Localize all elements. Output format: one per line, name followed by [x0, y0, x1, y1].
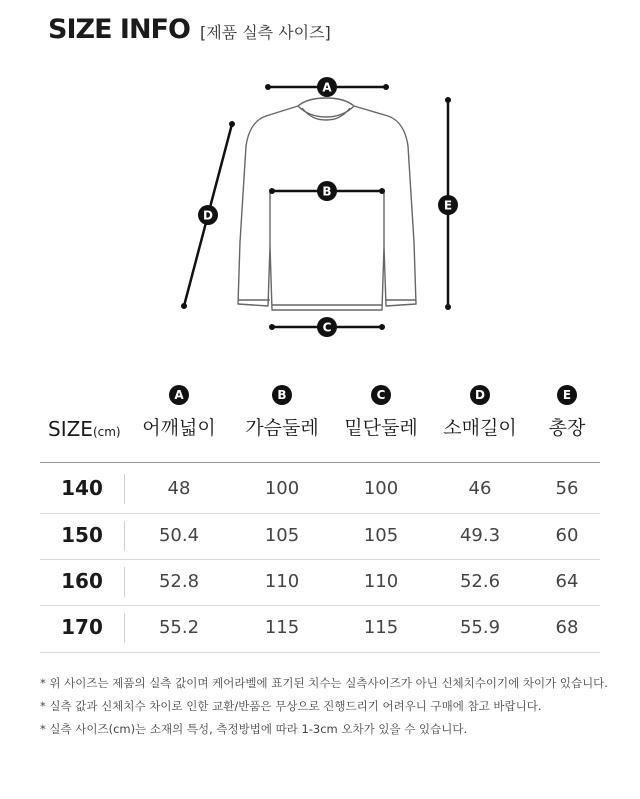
- row-size: 160: [61, 569, 103, 593]
- badge-a: A: [169, 385, 189, 405]
- row-size: 170: [61, 615, 103, 639]
- row-size: 140: [61, 476, 103, 500]
- table-row: 140 48 100 100 46 56: [40, 466, 600, 512]
- badge-e: E: [557, 385, 577, 405]
- note-line: * 실측 값과 신체치수 차이로 인한 교환/반품은 무상으로 진행드리기 어려우니 구매에 참고 바랍니다.: [40, 699, 542, 713]
- table-row: 170 55.2 115 115 55.9 68: [40, 605, 600, 651]
- badge-b: B: [272, 385, 292, 405]
- label-b: B: [322, 184, 332, 199]
- column-header-shoulder: A 어깨넓이: [124, 385, 234, 440]
- label-c: C: [322, 320, 332, 335]
- table-header: [0, 385, 640, 465]
- measure-line-e: [438, 97, 458, 310]
- table-row: 160 52.8 110 110 52.6 64: [40, 559, 600, 605]
- header: [48, 14, 331, 45]
- sweatshirt-outline: [238, 98, 416, 310]
- row-divider: [40, 652, 600, 653]
- measure-line-c: [269, 317, 385, 337]
- note-line: * 위 사이즈는 제품의 실측 값이며 케어라벨에 표기된 치수는 실측사이즈가 아닌 신체치수이기에 차이가 있습니다.: [40, 676, 608, 690]
- size-column-header: SIZE(cm): [48, 417, 121, 441]
- size-notes: [40, 672, 608, 741]
- measure-line-d: [181, 121, 235, 309]
- column-header-hem: C 밑단둘레: [326, 385, 436, 440]
- garment-diagram: [0, 60, 640, 350]
- column-header-chest: B 가슴둘레: [227, 385, 337, 440]
- column-header-length: E 총장: [512, 385, 622, 440]
- table-top-rule: [40, 462, 600, 463]
- page-subtitle: [제품 실측 사이즈]: [199, 23, 331, 42]
- note-line: * 실측 사이즈(cm)는 소재의 특성, 측정방법에 따라 1-3cm 오차가 있을 수 있습니다.: [40, 722, 468, 736]
- page-title: SIZE INFO: [48, 14, 190, 45]
- column-header-sleeve: D 소매길이: [425, 385, 535, 440]
- badge-d: D: [470, 385, 490, 405]
- label-a: A: [322, 80, 332, 95]
- row-size: 150: [61, 523, 103, 547]
- label-d: D: [203, 208, 213, 223]
- measure-line-a: [265, 77, 389, 97]
- table-row: 150 50.4 105 105 49.3 60: [40, 513, 600, 559]
- label-e: E: [443, 198, 453, 213]
- measure-line-b: [269, 181, 385, 201]
- badge-c: C: [371, 385, 391, 405]
